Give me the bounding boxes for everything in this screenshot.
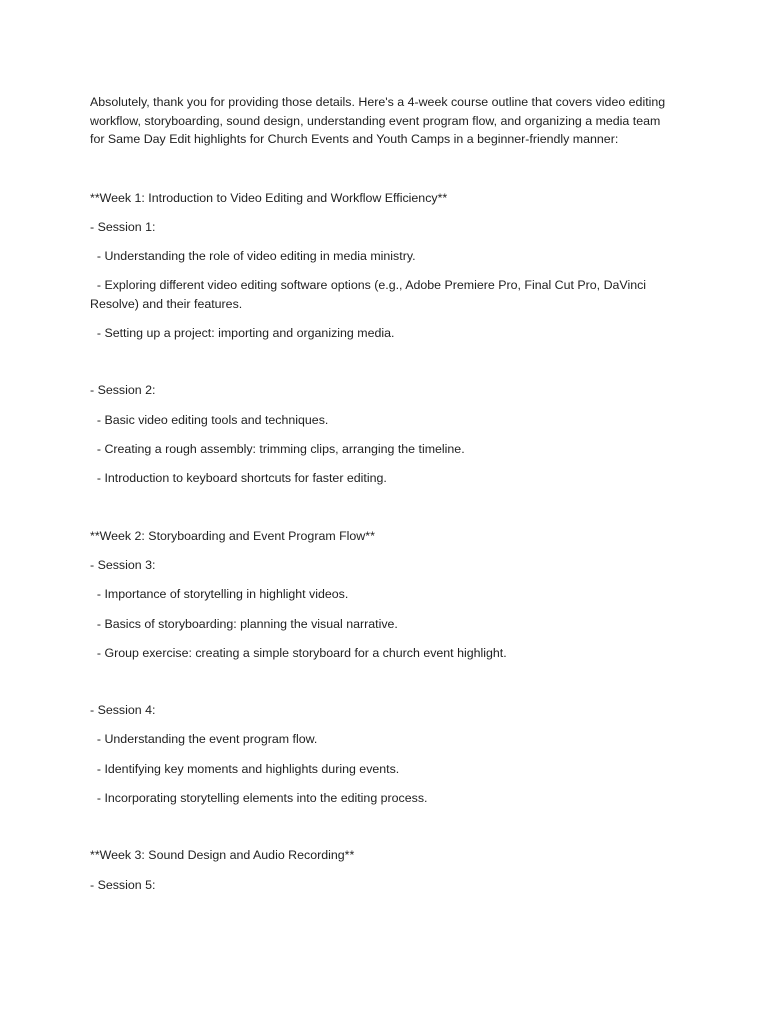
list-item: - Importance of storytelling in highlight videos. xyxy=(90,587,349,602)
session-3-label: - Session 3: xyxy=(90,557,156,572)
list-item: - Basics of storyboarding: planning the visual narrative. xyxy=(90,616,398,631)
session-2-label: - Session 2: xyxy=(90,383,156,398)
list-item: - Basic video editing tools and techniques. xyxy=(90,412,329,427)
list-item: - Setting up a project: importing and organizing media. xyxy=(90,326,395,341)
list-item: - Understanding the event program flow. xyxy=(90,732,318,747)
session-4-label: - Session 4: xyxy=(90,703,156,718)
session-1-label: - Session 1: xyxy=(90,219,156,234)
document-page xyxy=(90,93,670,905)
list-item: - Understanding the role of video editing in media ministry. xyxy=(90,249,416,264)
week-2-heading: **Week 2: Storyboarding and Event Program Flow** xyxy=(90,528,375,543)
intro-paragraph: Absolutely, thank you for providing those details. Here's a 4-week course outline that covers video editing workflow, storyboarding, sound design, understanding event program flow, and organizing a media team for Same Day Edit highlights for Church Events and Youth Camps in a beginner-friendly manner: xyxy=(90,95,666,146)
list-item: - Introduction to keyboard shortcuts for faster editing. xyxy=(90,471,387,486)
list-item: - Incorporating storytelling elements into the editing process. xyxy=(90,791,428,806)
list-item: - Group exercise: creating a simple storyboard for a church event highlight. xyxy=(90,645,507,660)
week-1-heading: **Week 1: Introduction to Video Editing and Workflow Efficiency** xyxy=(90,190,448,205)
list-item: - Identifying key moments and highlights during events. xyxy=(90,761,400,776)
week-3-heading: **Week 3: Sound Design and Audio Recording** xyxy=(90,848,355,863)
list-item: - Creating a rough assembly: trimming clips, arranging the timeline. xyxy=(90,442,465,457)
session-5-label: - Session 5: xyxy=(90,877,156,892)
list-item: - Exploring different video editing software options (e.g., Adobe Premiere Pro, Final Cut Pro, DaVinci Resolve) and their features. xyxy=(90,278,650,311)
